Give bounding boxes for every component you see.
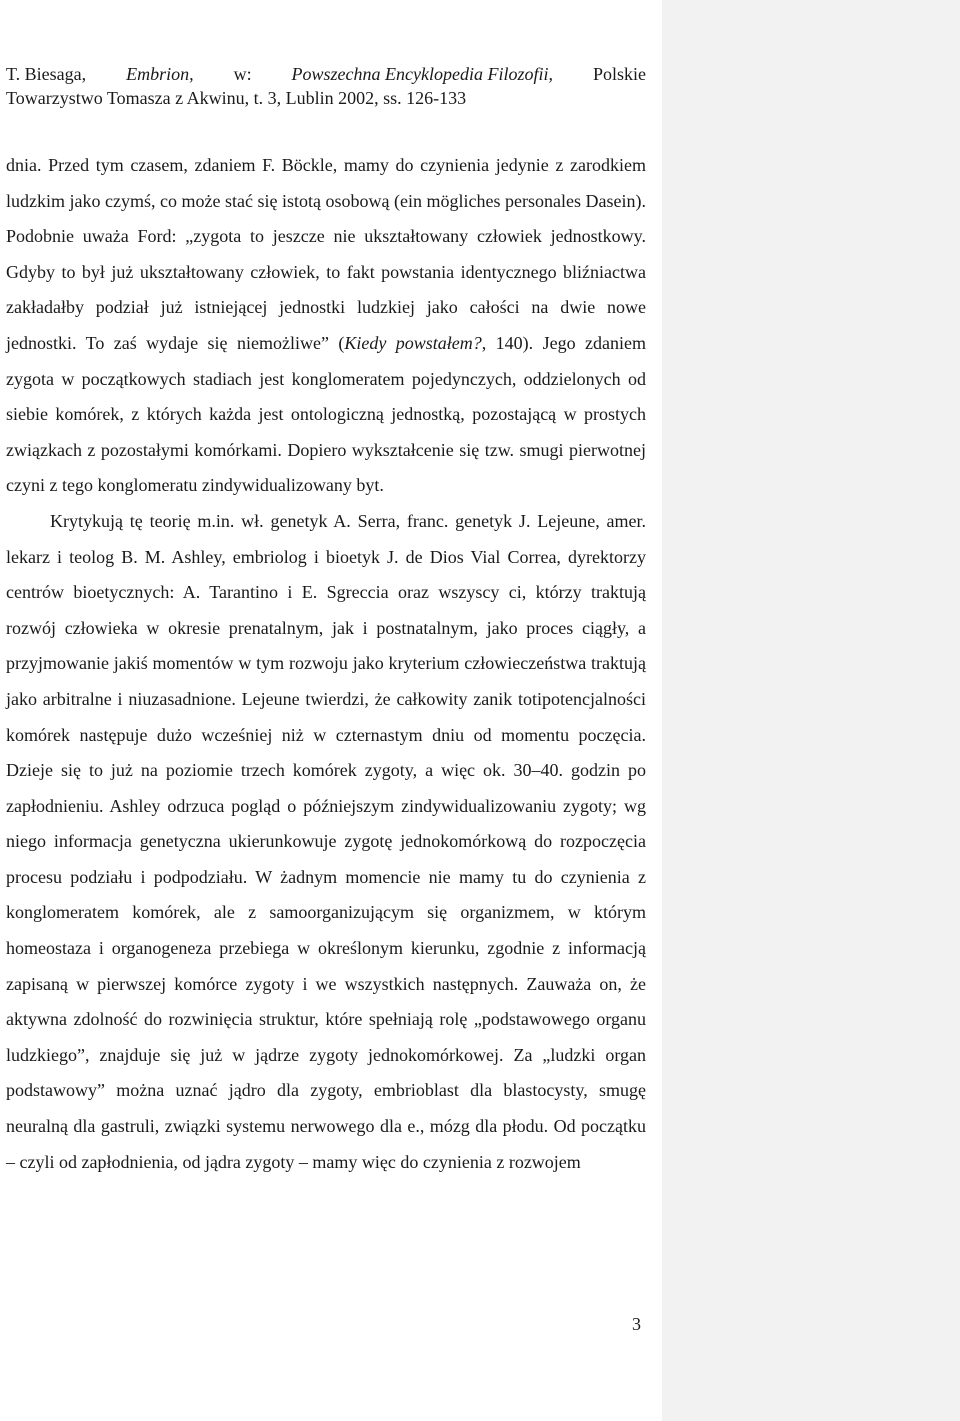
comment-margin-pane: [662, 0, 960, 1421]
citation-author: T. Biesaga,: [6, 64, 87, 84]
paragraph-2: Krytykują tę teorię m.in. wł. genetyk A. Serra, franc. genetyk J. Lejeune, amer. lekarz i teolog B. M. Ashley, embriolog i bioetyk J. de Dios Vial Correa, dyrektorzy centrów bioetycznych: A. Tarantino i E. Sgreccia oraz wszyscy ci, którzy traktują rozwój człowieka w okresie prenatalnym, jak i postnatalnym, jako proces ciągły, a przyjmowanie jakiś momentów w tym rozwoju jako kryterium człowieczeństwa traktują jako arbitralne i niuzasadnione. Lejeune twierdzi, że całkowity zanik totipotencjalności komórek następuje dużo wcześniej niż w czternastym dniu od momentu poczęcia. Dzieje się to już na poziomie trzech komórek zygoty, a więc ok. 30–40. godzin po zapłodnieniu. Ashley odrzuca pogląd o późniejszym zindywidualizowaniu zygoty; wg niego informacja genetyczna ukierunkowuje zygotę jednokomórkową do rozpoczęcia procesu podziału i podpodziału. W żadnym momencie nie mamy tu do czynienia z konglomeratem komórek, ale z samoorganizującym się organizmem, w którym homeostaza i organogeneza przebiega w określonym kierunku, zgodnie z informacją zapisaną w pierwszej komórce zygoty i we wszystkich następnych. Zauważa on, że aktywna zdolność do rozwinięcia struktur, które spełniają rolę „podstawowego organu ludzkiego”, znajduje się już w jądrze zygoty jednokomórkowej. Za „ludzki organ podstawowy” można uznać jądro dla zygoty, embrioblast dla blastocysty, smugę neuralną dla gastruli, związki systemu nerwowego dla e., mózg dla płodu. Od początku – czyli od zapłodnienia, od jądra zygoty – mamy więc do czynienia z rozwojem: [6, 510, 646, 1172]
citation-publisher-start: Polskie: [592, 64, 646, 84]
paragraph-1-part-2: , 140). Jego zdaniem zygota w początkowych stadiach jest konglomeratem pojedynczych, oddzielonych od siebie komórek, z których każda jest ontologiczną jednostką, pozostającą w prostych związkach z pozostałymi komórkami. Dopiero wykształcenie się tzw. smugi pierwotnej czyni z tego konglomeratu zindywidualizowany byt.: [6, 332, 646, 496]
citation-line-2: Towarzystwo Tomasza z Akwinu, t. 3, Lublin 2002, ss. 126-133: [6, 88, 467, 108]
paragraph-1: [6, 148, 646, 504]
page-number: 3: [632, 1314, 641, 1334]
citation-in: w:: [233, 64, 252, 84]
citation-line-1: [6, 62, 646, 86]
citation-header: [6, 62, 646, 110]
citation-entry-title: Embrion,: [126, 64, 194, 84]
main-text: [6, 148, 646, 1180]
document-page: [6, 62, 646, 1180]
paragraph-1-part-1: dnia. Przed tym czasem, zdaniem F. Böckle, mamy do czynienia jedynie z zarodkiem ludzkim jako czymś, co może stać się istotą osobową (ein mögliches personales Dasein). Podobnie uważa Ford: „zygota to jeszcze nie ukształtowany człowiek jednostkowy. Gdyby to był już ukształtowany człowiek, to fakt powstania identycznego bliźniactwa zakładałby podział już istniejącej jednostki ludzkiej jako całości na dwie nowe jednostki. To zaś wydaje się niemożliwe” (: [6, 155, 646, 353]
cited-book-title: Kiedy powstałem?: [344, 332, 482, 353]
citation-encyclopedia-title: Powszechna Encyklopedia Filozofii,: [291, 64, 553, 84]
